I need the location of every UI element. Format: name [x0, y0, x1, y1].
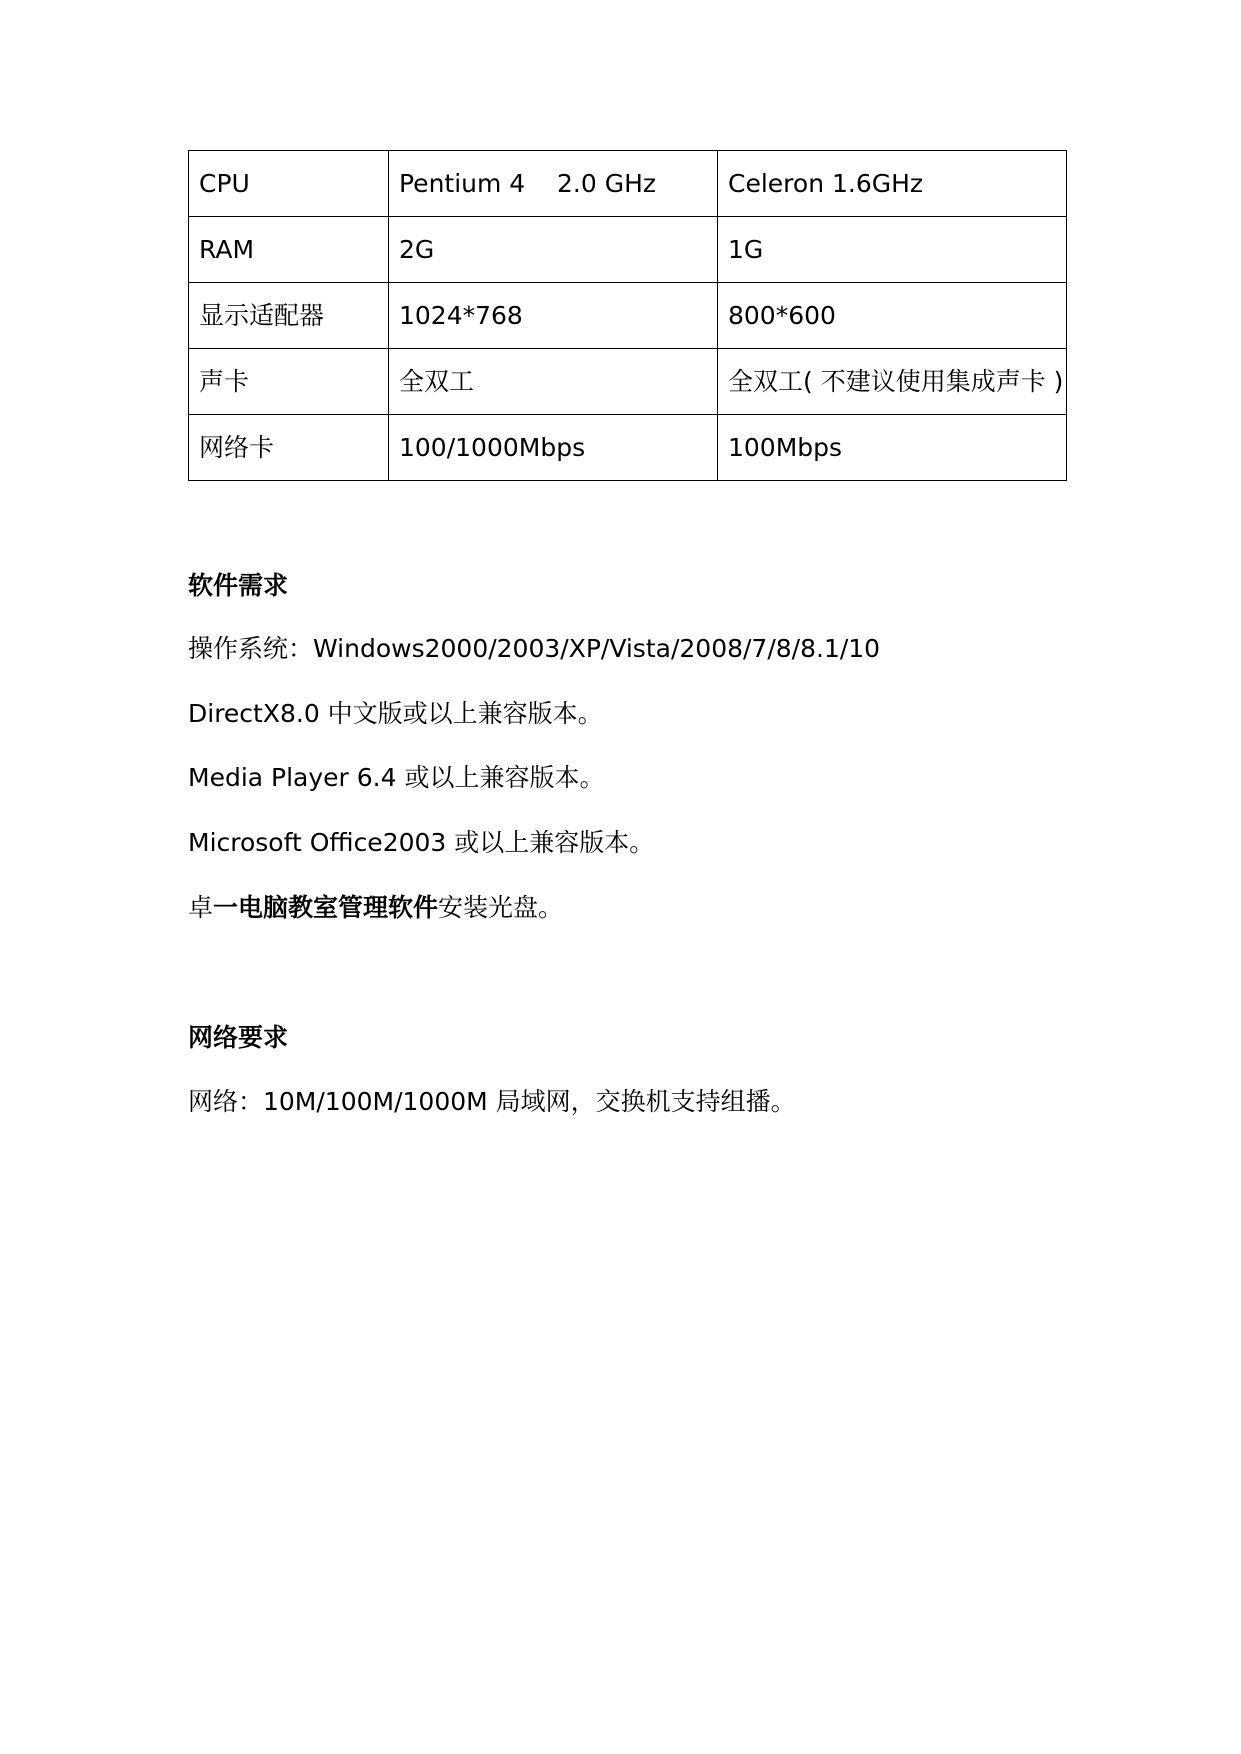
table-cell: 100Mbps: [718, 415, 1067, 481]
table-cell: 2G: [389, 217, 718, 283]
office-requirement-line: Microsoft Office2003 或以上兼容版本。: [188, 828, 655, 857]
table-row: [189, 217, 1067, 283]
table-cell: 全双工: [389, 349, 718, 415]
directx-requirement-line: DirectX8.0 中文版或以上兼容版本。: [188, 699, 603, 728]
table-cell: 显示适配器: [189, 283, 389, 349]
network-requirement-line: 网络：10M/100M/1000M 局域网，交换机支持组播。: [188, 1087, 796, 1116]
install-disc-suffix: 安装光盘。: [438, 893, 564, 922]
table-cell: Celeron 1.6GHz: [718, 151, 1067, 217]
os-requirement-line: 操作系统：Windows2000/2003/XP/Vista/2008/7/8/8.1/10: [188, 634, 881, 663]
table-cell: 1024*768: [389, 283, 718, 349]
table-cell: 800*600: [718, 283, 1067, 349]
table-row: [189, 349, 1067, 415]
table-cell: RAM: [189, 217, 389, 283]
table-cell: 1G: [718, 217, 1067, 283]
install-disc-prefix: 卓: [188, 893, 214, 922]
table-row: [189, 151, 1067, 217]
network-requirements-heading: 网络要求: [188, 1023, 289, 1052]
table-cell: 网络卡: [189, 415, 389, 481]
table-cell: 声卡: [189, 349, 389, 415]
table-row: [189, 415, 1067, 481]
media-player-requirement-line: Media Player 6.4 或以上兼容版本。: [188, 763, 605, 792]
table-row: [189, 283, 1067, 349]
table-cell: 全双工( 不建议使用集成声卡 ): [718, 349, 1067, 415]
install-disc-product-name: 一电脑教室管理软件: [213, 893, 439, 922]
table-cell: Pentium 4 2.0 GHz: [389, 151, 718, 217]
hardware-requirements-table: [188, 150, 1067, 481]
table-cell: 100/1000Mbps: [389, 415, 718, 481]
table-cell: CPU: [189, 151, 389, 217]
software-requirements-heading: 软件需求: [188, 571, 289, 600]
install-disc-line: [188, 888, 563, 924]
